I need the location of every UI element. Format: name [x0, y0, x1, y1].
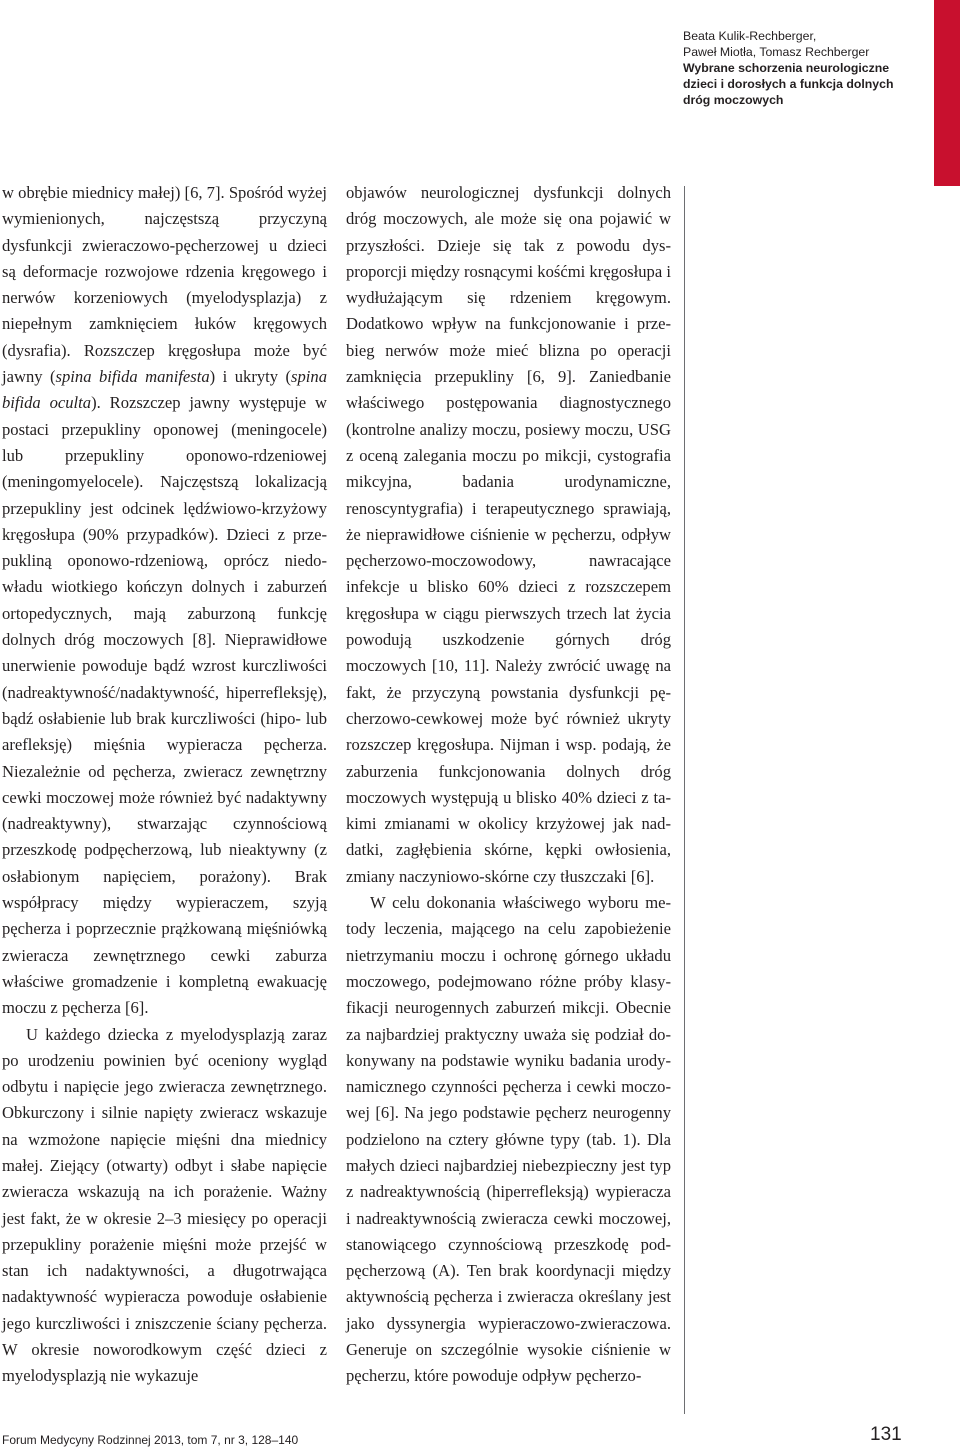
page-number: 131 — [870, 1424, 902, 1445]
header-title-line-3: dróg moczowych — [683, 93, 784, 107]
header-author-line-1: Beata Kulik-Rechberger, — [683, 29, 817, 43]
right-paragraph-1: objawów neurologicznej dysfunkcji dolnych dróg moczowych, ale może się ona pojawić w przyszłości. Dzieje się tak z powodu dysproporcji między rosnącymi kośćmi kręgosłupa i wydłużającym się rdzeniem kręgowym. Dodatkowo wpływ na funkcjonowanie i przebieg nerwów może mieć blizna po operacji zamknięcia przepukliny [6, 9]. Zaniedbanie właściwego postępowania diagnostycznego (kontrolne analizy moczu, posiewy moczu, USG z oceną zalegania moczu po mikcji, cystografia mikcyjna, badania urodynamiczne, renoscyntygrafia) i terapeutycznego sprawiają, że nieprawidłowe ciśnienie w pęcherzu, odpływ pęcherzowo-moczowodowy, nawracające infekcje u blisko 60% dzieci z rozszczepem kręgosłupa w ciągu pierwszych trzech lat życia powodują uszkodzenie górnych dróg moczowych [10, 11]. Należy zwrócić uwagę na fakt, że przyczyną powstania dysfunkcji pęcherzowo-cewkowej może być również ukryty rozszczep kręgosłupa. Nijman i wsp. podają, że zaburzenia funkcjonowania dolnych dróg moczowych występują u blisko 40% dzieci z takimi zmianami w okolicy krzyżowej jak naddatki, zagłębienia skórne, kępki owłosienia, zmiany naczyniowo-skórne czy tłuszczaki [6]. — [346, 183, 671, 886]
journal-footer: Forum Medycyny Rodzinnej 2013, tom 7, nr 3, 128–140 — [2, 1433, 299, 1447]
left-paragraph-1 — [2, 180, 327, 1022]
header-author-line-2: Paweł Miotła, Tomasz Rechberger — [683, 45, 870, 59]
left-text-column — [2, 180, 327, 1390]
text-run: ) i ukryty ( — [209, 367, 292, 387]
text-run: ). Rozszczep jawny występuje w postaci przepukliny oponowej (meningocele) lub przepukliny oponowo-rdzeniowej (meningomyelocele). Najczęstszą lokalizacją przepukliny jest odcinek lędźwiowo-krzyżowy kręgosłupa (90% przypadków). Dzieci z przepukliną oponowo-rdzeniową, oprócz niedowładu wiotkiego kończyn dolnych i zaburzeń ortopedycznych, mają zaburzoną funkcję dolnych dróg moczowych [8]. Nieprawidłowe unerwienie powoduje bądź wzrost kurczliwości (nadreaktywność/nadaktywność, hiperrefleksję), bądź osłabienie lub brak kurczliwości (hipo- lub arefleksję) mięśnia wypieracza pęcherza. Niezależnie od pęcherza, zwieracz zewnętrzny cewki moczowej może również być nadaktywny (nadreaktywny), stwarzając czynnościową przeszkodę podpęcherzową, lub nieaktywny (z osłabionym napięciem, porażony). Brak współpracy między wypieraczem, szyją pęcherza i poprzecznie prążkowaną mięśniówką zwieracza zewnętrznego cewki zaburza właściwe gromadzenie i kompletną ewakuację moczu z pęcherza [6]. — [2, 393, 327, 1018]
red-accent-bar — [934, 0, 960, 186]
right-paragraph-2: W celu dokonania właściwego wyboru metody leczenia, mającego na celu zapobieżenie nietrzymaniu moczu i ochronę górnego układu moczowego, podejmowano różne próby klasyfikacji neurogennych zaburzeń mikcji. Obecnie za najbardziej praktyczny uważa się podział dokonywany na podstawie wyniku badania urodynamicznego czynności pęcherza i cewki moczowej [6]. Na jego podstawie pęcherz neurogenny podzielono na cztery główne typy (tab. 1). Dla małych dzieci najbardziej niebezpieczny jest typ z nadreaktywnością (hiperrefleksją) wypieracza i nadreaktywnością zwieracza cewki moczowej, stanowiącego czynnościową przeszkodę podpęcherzową (A). Ten brak koordynacji między aktywnością pęcherza i zwieracza określany jest jako dyssynergia wypieraczowo-zwieraczowa. Generuje on szczególnie wysokie ciśnienie w pęcherzu, które powoduje odpływ pęcherzo- — [346, 893, 671, 1386]
italic-term: spina bifida oculta — [2, 367, 327, 413]
left-paragraph-2: U każdego dziecka z myelodysplazją zaraz po urodzeniu powinien być oceniony wygląd odbytu i napięcie jego zwieracza zewnętrznego. Obkurczony i silnie napięty zwieracz wskazuje na wzmożone napięcie mięśni dna miednicy małej. Ziejący (otwarty) odbyt i słabe napięcie zwieracza wskazują na ich porażenie. Ważny jest fakt, że w okresie 2–3 miesięcy po operacji przepukliny porażenie mięśni może przejść w stan ich nadaktywności, a długotrwająca nadaktywność wypieracza powoduje osłabienie jego kurczliwości i zniszczenie ściany pęcherza. W okresie noworodkowym część dzieci z myelodysplazją nie wykazuje — [2, 1024, 327, 1386]
right-text-column — [346, 180, 671, 1390]
text-run: w obrębie miednicy małej) [6, 7]. Spośród wyżej wymienionych, najczęstszą przyczyną dysfunkcji zwieraczowo-pęcherzowej u dzieci są deformacje rozwojowe rdzenia kręgowego i nerwów korzeniowych (myelodysplazja) z niepełnym zamknięciem łuków kręgowych (dysrafia). Rozszczep kręgosłupa może być jawny ( — [2, 183, 327, 387]
header-title-line-2: dzieci i dorosłych a funkcja dolnych — [683, 77, 894, 91]
italic-term: spina bifida manifesta — [55, 367, 210, 387]
running-header — [683, 28, 923, 108]
header-title-line-1: Wybrane schorzenia neurologiczne — [683, 61, 890, 75]
column-divider — [684, 186, 685, 1414]
